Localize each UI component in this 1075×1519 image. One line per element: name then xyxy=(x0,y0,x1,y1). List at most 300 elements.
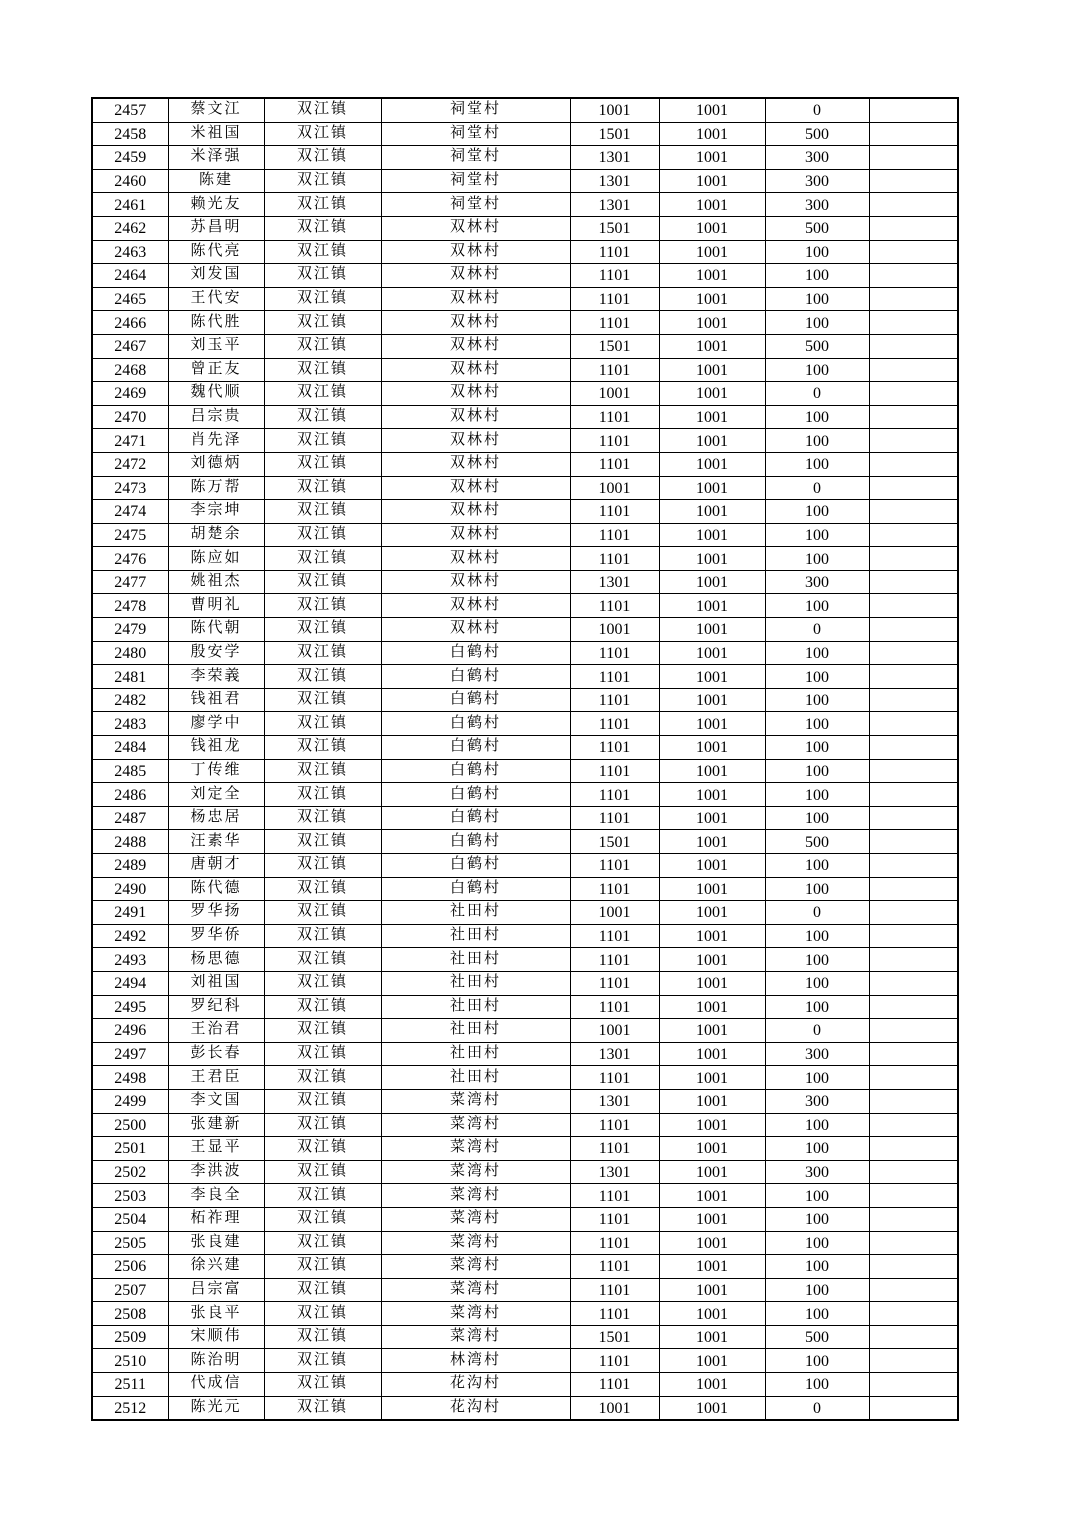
remark-cell xyxy=(869,595,958,619)
village-cell: 祠堂村 xyxy=(381,120,570,144)
row-number-cell: 2486 xyxy=(92,784,168,808)
table-row xyxy=(92,736,958,760)
value-b-cell: 1001 xyxy=(659,831,765,855)
name-cell: 杨忠居 xyxy=(168,804,264,828)
value-b-cell: 1001 xyxy=(659,335,765,359)
value-a-cell: 1101 xyxy=(570,548,659,572)
value-b-cell: 1001 xyxy=(659,524,765,548)
village-cell: 菜湾村 xyxy=(381,1158,570,1182)
town-cell: 双江镇 xyxy=(264,1229,381,1253)
town-cell: 双江镇 xyxy=(264,781,381,805)
row-number-cell: 2492 xyxy=(92,925,168,949)
row-number-cell: 2478 xyxy=(92,595,168,619)
value-b-cell: 1001 xyxy=(659,288,765,312)
difference-cell: 100 xyxy=(765,548,869,572)
row-number-cell: 2483 xyxy=(92,713,168,737)
row-number-cell: 2466 xyxy=(92,312,168,336)
difference-cell: 100 xyxy=(765,713,869,737)
table-row xyxy=(92,429,958,453)
village-cell: 社田村 xyxy=(381,1017,570,1041)
remark-cell xyxy=(869,147,958,171)
difference-cell: 100 xyxy=(765,666,869,690)
remark-cell xyxy=(869,335,958,359)
name-cell: 罗华扬 xyxy=(168,899,264,923)
value-a-cell: 1101 xyxy=(570,689,659,713)
difference-cell: 100 xyxy=(765,1350,869,1374)
difference-cell: 0 xyxy=(765,1397,869,1421)
name-cell: 赖光友 xyxy=(168,191,264,215)
town-cell: 双江镇 xyxy=(264,498,381,522)
table-row xyxy=(92,618,958,642)
village-cell: 白鹤村 xyxy=(381,686,570,710)
village-cell: 社田村 xyxy=(381,993,570,1017)
row-number-cell: 2476 xyxy=(92,548,168,572)
value-b-cell: 1001 xyxy=(659,406,765,430)
value-a-cell: 1101 xyxy=(570,1350,659,1374)
difference-cell: 100 xyxy=(765,855,869,879)
village-cell: 双林村 xyxy=(381,498,570,522)
row-number-cell: 2479 xyxy=(92,619,168,643)
remark-cell xyxy=(869,737,958,761)
value-a-cell: 1101 xyxy=(570,501,659,525)
row-number-cell: 2461 xyxy=(92,194,168,218)
row-number-cell: 2472 xyxy=(92,453,168,477)
remark-cell xyxy=(869,406,958,430)
row-number-cell: 2460 xyxy=(92,170,168,194)
name-cell: 彭长春 xyxy=(168,1040,264,1064)
village-cell: 白鹤村 xyxy=(381,663,570,687)
row-number-cell: 2490 xyxy=(92,878,168,902)
difference-cell: 500 xyxy=(765,831,869,855)
table-row xyxy=(92,547,958,571)
row-number-cell: 2488 xyxy=(92,831,168,855)
value-b-cell: 1001 xyxy=(659,99,765,123)
remark-cell xyxy=(869,1161,958,1185)
remark-cell xyxy=(869,265,958,289)
value-b-cell: 1001 xyxy=(659,1326,765,1350)
value-a-cell: 1101 xyxy=(570,925,659,949)
village-cell: 双林村 xyxy=(381,403,570,427)
remark-cell xyxy=(869,1256,958,1280)
town-cell: 双江镇 xyxy=(264,734,381,758)
row-number-cell: 2501 xyxy=(92,1138,168,1162)
table-row xyxy=(92,1113,958,1137)
town-cell: 双江镇 xyxy=(264,191,381,215)
difference-cell: 100 xyxy=(765,642,869,666)
remark-cell xyxy=(869,170,958,194)
village-cell: 白鹤村 xyxy=(381,710,570,734)
village-cell: 林湾村 xyxy=(381,1347,570,1371)
village-cell: 菜湾村 xyxy=(381,1276,570,1300)
table-row xyxy=(92,1302,958,1326)
row-number-cell: 2464 xyxy=(92,265,168,289)
difference-cell: 100 xyxy=(765,807,869,831)
row-number-cell: 2468 xyxy=(92,359,168,383)
table-row xyxy=(92,594,958,618)
village-cell: 双林村 xyxy=(381,380,570,404)
village-cell: 白鹤村 xyxy=(381,757,570,781)
value-a-cell: 1101 xyxy=(570,1138,659,1162)
value-a-cell: 1101 xyxy=(570,595,659,619)
value-b-cell: 1001 xyxy=(659,453,765,477)
village-cell: 白鹤村 xyxy=(381,734,570,758)
value-a-cell: 1501 xyxy=(570,1326,659,1350)
remark-cell xyxy=(869,972,958,996)
value-b-cell: 1001 xyxy=(659,312,765,336)
village-cell: 双林村 xyxy=(381,450,570,474)
remark-cell xyxy=(869,1326,958,1350)
name-cell: 王治君 xyxy=(168,1017,264,1041)
table-row xyxy=(92,1042,958,1066)
difference-cell: 300 xyxy=(765,571,869,595)
row-number-cell: 2458 xyxy=(92,123,168,147)
row-number-cell: 2508 xyxy=(92,1303,168,1327)
name-cell: 曹明礼 xyxy=(168,592,264,616)
table-row xyxy=(92,1255,958,1279)
value-a-cell: 1301 xyxy=(570,194,659,218)
difference-cell: 100 xyxy=(765,996,869,1020)
value-b-cell: 1001 xyxy=(659,1256,765,1280)
value-b-cell: 1001 xyxy=(659,123,765,147)
value-b-cell: 1001 xyxy=(659,807,765,831)
value-b-cell: 1001 xyxy=(659,642,765,666)
town-cell: 双江镇 xyxy=(264,639,381,663)
village-cell: 双林村 xyxy=(381,309,570,333)
town-cell: 双江镇 xyxy=(264,946,381,970)
name-cell: 吕宗富 xyxy=(168,1276,264,1300)
difference-cell: 0 xyxy=(765,383,869,407)
value-a-cell: 1101 xyxy=(570,949,659,973)
value-a-cell: 1101 xyxy=(570,1279,659,1303)
value-a-cell: 1101 xyxy=(570,784,659,808)
value-b-cell: 1001 xyxy=(659,619,765,643)
table-row xyxy=(92,759,958,783)
village-cell: 双林村 xyxy=(381,568,570,592)
difference-cell: 300 xyxy=(765,1043,869,1067)
difference-cell: 100 xyxy=(765,949,869,973)
difference-cell: 100 xyxy=(765,972,869,996)
row-number-cell: 2465 xyxy=(92,288,168,312)
value-a-cell: 1001 xyxy=(570,99,659,123)
table-row xyxy=(92,971,958,995)
difference-cell: 100 xyxy=(765,784,869,808)
row-number-cell: 2491 xyxy=(92,902,168,926)
value-a-cell: 1101 xyxy=(570,359,659,383)
row-number-cell: 2493 xyxy=(92,949,168,973)
value-b-cell: 1001 xyxy=(659,571,765,595)
town-cell: 双江镇 xyxy=(264,427,381,451)
name-cell: 钱祖龙 xyxy=(168,734,264,758)
town-cell: 双江镇 xyxy=(264,309,381,333)
difference-cell: 100 xyxy=(765,359,869,383)
table-row xyxy=(92,98,958,122)
value-a-cell: 1501 xyxy=(570,123,659,147)
village-cell: 祠堂村 xyxy=(381,144,570,168)
value-b-cell: 1001 xyxy=(659,902,765,926)
name-cell: 刘德炳 xyxy=(168,450,264,474)
value-a-cell: 1101 xyxy=(570,1185,659,1209)
village-cell: 花沟村 xyxy=(381,1394,570,1418)
village-cell: 社田村 xyxy=(381,1040,570,1064)
town-cell: 双江镇 xyxy=(264,1323,381,1347)
difference-cell: 100 xyxy=(765,1138,869,1162)
name-cell: 陈万帮 xyxy=(168,474,264,498)
remark-cell xyxy=(869,123,958,147)
remark-cell xyxy=(869,1020,958,1044)
name-cell: 陈代德 xyxy=(168,875,264,899)
table-row xyxy=(92,334,958,358)
row-number-cell: 2474 xyxy=(92,501,168,525)
town-cell: 双江镇 xyxy=(264,96,381,120)
row-number-cell: 2463 xyxy=(92,241,168,265)
row-number-cell: 2507 xyxy=(92,1279,168,1303)
name-cell: 陈治明 xyxy=(168,1347,264,1371)
remark-cell xyxy=(869,312,958,336)
remark-cell xyxy=(869,1397,958,1421)
difference-cell: 100 xyxy=(765,878,869,902)
value-b-cell: 1001 xyxy=(659,430,765,454)
row-number-cell: 2505 xyxy=(92,1232,168,1256)
table-row xyxy=(92,783,958,807)
value-a-cell: 1101 xyxy=(570,1208,659,1232)
town-cell: 双江镇 xyxy=(264,828,381,852)
value-a-cell: 1101 xyxy=(570,1232,659,1256)
difference-cell: 0 xyxy=(765,902,869,926)
table-row xyxy=(92,169,958,193)
row-number-cell: 2467 xyxy=(92,335,168,359)
name-cell: 罗纪科 xyxy=(168,993,264,1017)
town-cell: 双江镇 xyxy=(264,710,381,734)
town-cell: 双江镇 xyxy=(264,804,381,828)
table-row xyxy=(92,1396,958,1420)
name-cell: 殷安学 xyxy=(168,639,264,663)
value-b-cell: 1001 xyxy=(659,501,765,525)
name-cell: 姚祖杰 xyxy=(168,568,264,592)
town-cell: 双江镇 xyxy=(264,616,381,640)
town-cell: 双江镇 xyxy=(264,852,381,876)
village-cell: 菜湾村 xyxy=(381,1135,570,1159)
table-row xyxy=(92,688,958,712)
value-a-cell: 1101 xyxy=(570,1114,659,1138)
town-cell: 双江镇 xyxy=(264,1017,381,1041)
row-number-cell: 2497 xyxy=(92,1043,168,1067)
value-b-cell: 1001 xyxy=(659,737,765,761)
name-cell: 张良建 xyxy=(168,1229,264,1253)
value-b-cell: 1001 xyxy=(659,217,765,241)
town-cell: 双江镇 xyxy=(264,1300,381,1324)
town-cell: 双江镇 xyxy=(264,1253,381,1277)
remark-cell xyxy=(869,1208,958,1232)
value-a-cell: 1301 xyxy=(570,571,659,595)
value-a-cell: 1101 xyxy=(570,737,659,761)
table-row xyxy=(92,570,958,594)
row-number-cell: 2503 xyxy=(92,1185,168,1209)
town-cell: 双江镇 xyxy=(264,1064,381,1088)
value-a-cell: 1001 xyxy=(570,902,659,926)
difference-cell: 0 xyxy=(765,99,869,123)
remark-cell xyxy=(869,666,958,690)
difference-cell: 0 xyxy=(765,619,869,643)
village-cell: 双林村 xyxy=(381,332,570,356)
town-cell: 双江镇 xyxy=(264,285,381,309)
value-a-cell: 1301 xyxy=(570,170,659,194)
name-cell: 唐朝才 xyxy=(168,852,264,876)
name-cell: 陈光元 xyxy=(168,1394,264,1418)
value-a-cell: 1101 xyxy=(570,1374,659,1398)
difference-cell: 100 xyxy=(765,524,869,548)
village-cell: 双林村 xyxy=(381,285,570,309)
table-row xyxy=(92,311,958,335)
value-a-cell: 1101 xyxy=(570,666,659,690)
difference-cell: 100 xyxy=(765,312,869,336)
table-row xyxy=(92,854,958,878)
table-row xyxy=(92,806,958,830)
value-b-cell: 1001 xyxy=(659,1350,765,1374)
remark-cell xyxy=(869,99,958,123)
name-cell: 汪素华 xyxy=(168,828,264,852)
value-a-cell: 1101 xyxy=(570,996,659,1020)
difference-cell: 100 xyxy=(765,925,869,949)
table-row xyxy=(92,523,958,547)
value-a-cell: 1101 xyxy=(570,241,659,265)
value-b-cell: 1001 xyxy=(659,878,765,902)
difference-cell: 100 xyxy=(765,288,869,312)
town-cell: 双江镇 xyxy=(264,1371,381,1395)
table-row xyxy=(92,405,958,429)
village-cell: 白鹤村 xyxy=(381,828,570,852)
difference-cell: 100 xyxy=(765,453,869,477)
village-cell: 双林村 xyxy=(381,616,570,640)
difference-cell: 100 xyxy=(765,737,869,761)
remark-cell xyxy=(869,571,958,595)
name-cell: 罗华侨 xyxy=(168,922,264,946)
name-cell: 肖先泽 xyxy=(168,427,264,451)
row-number-cell: 2495 xyxy=(92,996,168,1020)
name-cell: 苏昌明 xyxy=(168,214,264,238)
table-row xyxy=(92,287,958,311)
value-a-cell: 1101 xyxy=(570,1067,659,1091)
village-cell: 祠堂村 xyxy=(381,96,570,120)
value-a-cell: 1501 xyxy=(570,217,659,241)
value-a-cell: 1101 xyxy=(570,1303,659,1327)
table-row xyxy=(92,1066,958,1090)
remark-cell xyxy=(869,383,958,407)
town-cell: 双江镇 xyxy=(264,356,381,380)
town-cell: 双江镇 xyxy=(264,1205,381,1229)
value-b-cell: 1001 xyxy=(659,241,765,265)
remark-cell xyxy=(869,713,958,737)
difference-cell: 100 xyxy=(765,1374,869,1398)
remark-cell xyxy=(869,1067,958,1091)
table-body xyxy=(92,98,958,1420)
name-cell: 李宗坤 xyxy=(168,498,264,522)
remark-cell xyxy=(869,241,958,265)
row-number-cell: 2512 xyxy=(92,1397,168,1421)
town-cell: 双江镇 xyxy=(264,757,381,781)
table-row xyxy=(92,358,958,382)
value-b-cell: 1001 xyxy=(659,477,765,501)
row-number-cell: 2509 xyxy=(92,1326,168,1350)
town-cell: 双江镇 xyxy=(264,1111,381,1135)
remark-cell xyxy=(869,784,958,808)
value-a-cell: 1501 xyxy=(570,831,659,855)
value-b-cell: 1001 xyxy=(659,784,765,808)
name-cell: 陈建 xyxy=(168,167,264,191)
town-cell: 双江镇 xyxy=(264,1276,381,1300)
village-cell: 白鹤村 xyxy=(381,852,570,876)
village-cell: 双林村 xyxy=(381,356,570,380)
table-row xyxy=(92,264,958,288)
value-a-cell: 1301 xyxy=(570,1043,659,1067)
remark-cell xyxy=(869,831,958,855)
value-a-cell: 1001 xyxy=(570,619,659,643)
difference-cell: 0 xyxy=(765,477,869,501)
name-cell: 陈应如 xyxy=(168,545,264,569)
remark-cell xyxy=(869,1138,958,1162)
village-cell: 社田村 xyxy=(381,946,570,970)
value-b-cell: 1001 xyxy=(659,170,765,194)
difference-cell: 100 xyxy=(765,1303,869,1327)
village-cell: 双林村 xyxy=(381,474,570,498)
town-cell: 双江镇 xyxy=(264,1040,381,1064)
town-cell: 双江镇 xyxy=(264,521,381,545)
table-row xyxy=(92,1089,958,1113)
town-cell: 双江镇 xyxy=(264,262,381,286)
value-a-cell: 1001 xyxy=(570,1020,659,1044)
value-b-cell: 1001 xyxy=(659,1161,765,1185)
value-a-cell: 1101 xyxy=(570,878,659,902)
value-a-cell: 1101 xyxy=(570,524,659,548)
town-cell: 双江镇 xyxy=(264,663,381,687)
remark-cell xyxy=(869,1185,958,1209)
name-cell: 陈代朝 xyxy=(168,616,264,640)
row-number-cell: 2470 xyxy=(92,406,168,430)
difference-cell: 100 xyxy=(765,406,869,430)
row-number-cell: 2511 xyxy=(92,1374,168,1398)
difference-cell: 300 xyxy=(765,1090,869,1114)
town-cell: 双江镇 xyxy=(264,568,381,592)
remark-cell xyxy=(869,501,958,525)
difference-cell: 500 xyxy=(765,1326,869,1350)
name-cell: 刘发国 xyxy=(168,262,264,286)
village-cell: 双林村 xyxy=(381,427,570,451)
table-row xyxy=(92,476,958,500)
name-cell: 丁传维 xyxy=(168,757,264,781)
row-number-cell: 2498 xyxy=(92,1067,168,1091)
row-number-cell: 2496 xyxy=(92,1020,168,1044)
difference-cell: 100 xyxy=(765,1279,869,1303)
value-a-cell: 1101 xyxy=(570,430,659,454)
value-b-cell: 1001 xyxy=(659,1043,765,1067)
remark-cell xyxy=(869,194,958,218)
table-row xyxy=(92,641,958,665)
remark-cell xyxy=(869,949,958,973)
remark-cell xyxy=(869,453,958,477)
remark-cell xyxy=(869,359,958,383)
difference-cell: 100 xyxy=(765,265,869,289)
value-b-cell: 1001 xyxy=(659,1208,765,1232)
name-cell: 胡楚余 xyxy=(168,521,264,545)
remark-cell xyxy=(869,760,958,784)
table-row xyxy=(92,1231,958,1255)
row-number-cell: 2502 xyxy=(92,1161,168,1185)
difference-cell: 100 xyxy=(765,1114,869,1138)
remark-cell xyxy=(869,524,958,548)
row-number-cell: 2485 xyxy=(92,760,168,784)
difference-cell: 500 xyxy=(765,123,869,147)
value-a-cell: 1101 xyxy=(570,807,659,831)
value-b-cell: 1001 xyxy=(659,1303,765,1327)
